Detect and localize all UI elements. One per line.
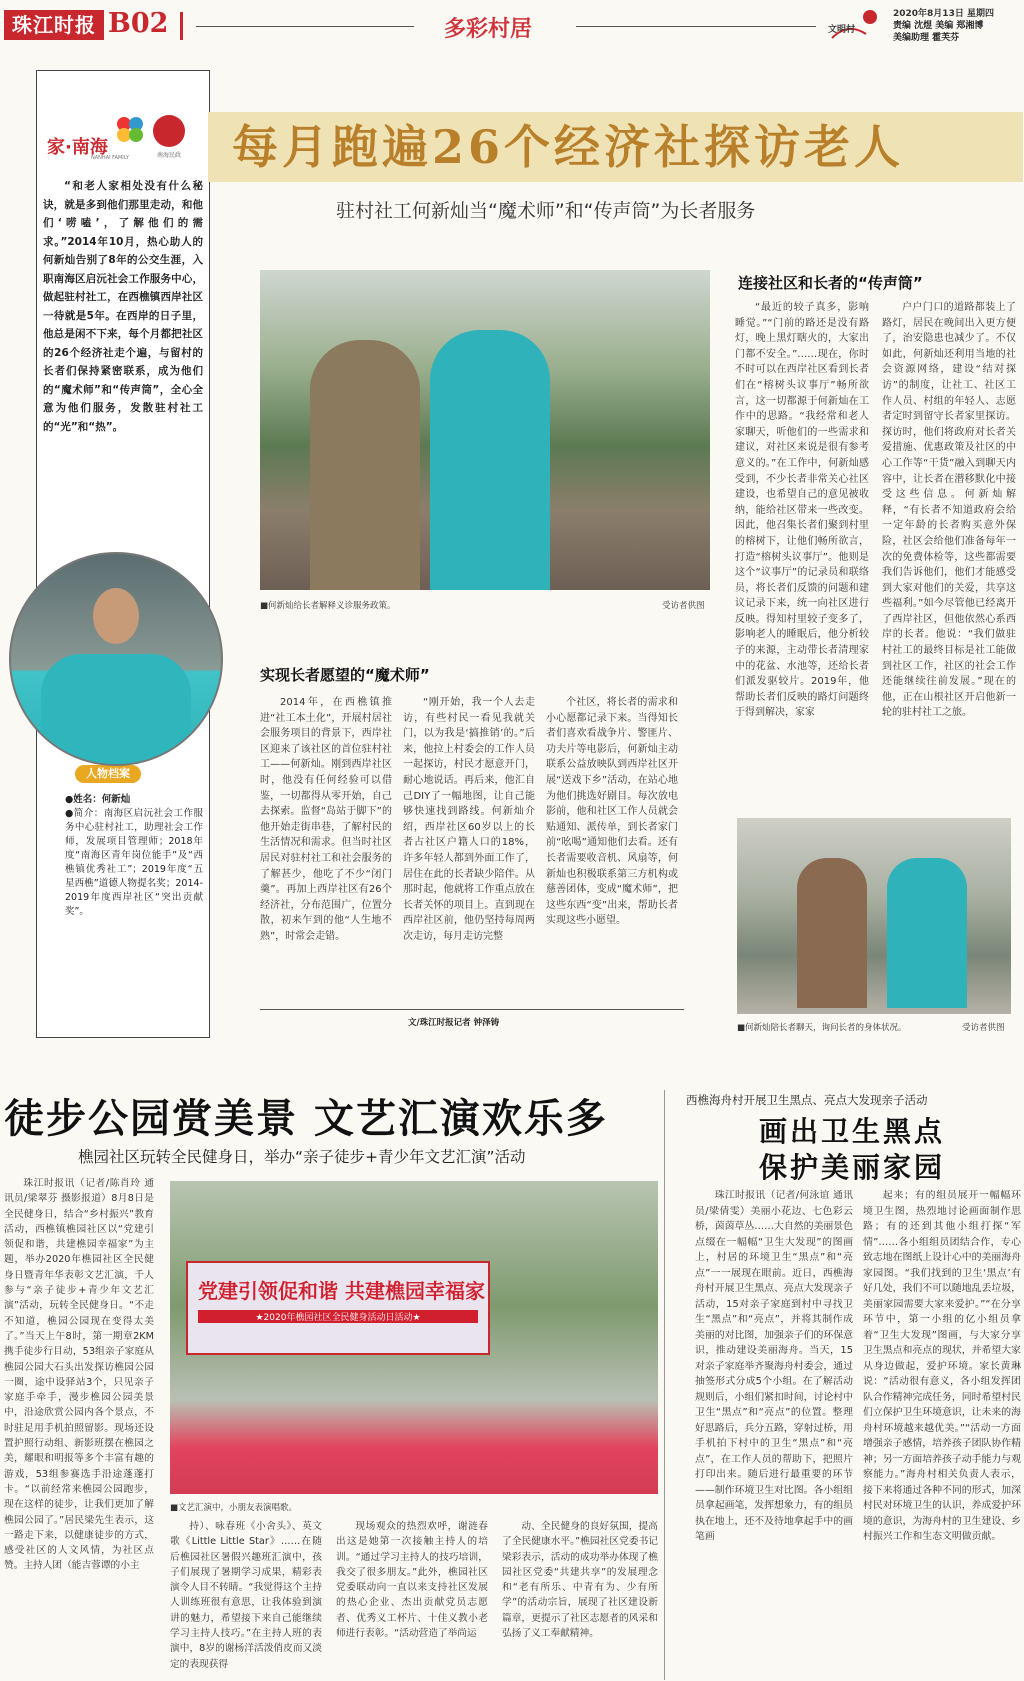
- sidebar-intro: [43, 177, 203, 473]
- issue-date: 2020年8月13日 星期四: [893, 9, 994, 19]
- story1-title: 每月跑遍26个经济社探访老人: [232, 120, 905, 174]
- profile-block: [65, 793, 203, 963]
- seal-caption: 南海民政: [156, 152, 181, 159]
- photo2-caption: ■何新灿陪长者聊天，询问长者的身体状况。: [737, 1023, 907, 1033]
- portrait-head: [93, 588, 139, 644]
- profile-title: 人物档案: [75, 765, 141, 783]
- story3-col1-text: 珠江时报讯（记者/何泳谊 通讯员/梁倩雯）美丽小花边、七色彩云桥，茵茵草丛……大自然的美丽景色点缀在一幅幅“卫生大发现”的图画上，村居的环境卫生“黑点”和“亮点”一一展现在眼前。近日，西樵海舟村开展卫生黑点、亮点大发现亲子活动，15对亲子家庭到村中寻找卫生“黑点”和“亮点”，并将其制作成美丽的对比图，加强亲子们的环保意识，推动建设美丽海舟。当天，15对亲子家庭举齐聚海舟村委会，通过抽签形式分成5个小组。在了解活动规则后，小组们紧扣时间，讨论村中卫生“黑点”和“亮点”的位置。整理好思路后，兵分五路，穿射过桥，用手机拍下村中的卫生“黑点”和“亮点”，在工作人员的帮助下，把照片打印出来。随后进行最重要的环节——制作环境卫生对比图。各小组组员拿起画笔，发挥想象力，有的组员执在地上，还不及待地拿起手中的画笔画: [695, 1190, 853, 1542]
- intro-text: “和老人家相处没有什么秘诀，就是多到他们那里走动，和他们‘唠嗑’，了解他们的需求。”2014年10月，热心助人的何新灿告别了8年的公交生涯，入职南海区启沅社会工作服务中心，做起驻村社工，在西樵镇西岸社区一待就是5年。在西岸的日子里，他总是闲不下来，每个月都把社区的26个经济社走个遍，与留村的长者们保持紧密联系，成为他们的“魔术师”和“传声筒”，全心全意为他们服务，发散驻村社工的“光”和“热”。: [43, 180, 203, 433]
- logo-subtext: NANHAI FAMILY: [91, 155, 129, 161]
- header-meta: [893, 8, 1023, 44]
- profile-name: ●姓名：何新灿: [65, 794, 131, 805]
- story1-bottom-rule: [260, 1009, 684, 1010]
- flower-logo-icon: [115, 115, 145, 143]
- story3-title-line2: 保护美丽家园: [759, 1151, 946, 1184]
- story2-col-mid2: [336, 1519, 488, 1677]
- section-title: 多彩村居: [444, 17, 533, 42]
- photo1-caption: ■何新灿给长者解释义诊服务政策。: [260, 601, 396, 611]
- story3-title-line1: 画出卫生黑点: [759, 1115, 946, 1148]
- story3-col2: [863, 1188, 1021, 1678]
- masthead: [4, 10, 104, 40]
- story2-col-left: [4, 1176, 154, 1676]
- story-divider: [664, 1090, 665, 1680]
- nanhai-logo: [47, 115, 157, 165]
- paper-name: 珠江时报: [12, 13, 96, 37]
- photo2-worker-figure: [887, 858, 967, 1008]
- section-a-col3-text: 个社区，将长者的需求和小心愿都记录下来。当得知长者们喜欢看战争片、警匪片、功夫片等电影后，何新灿主动联系公益放映队到西岸社区开展“送戏下乡”活动，在站心地为他们挑选好剧目。每次放电影前，他和社区工作人员就会贴通知、派传单，到长者家门前“吆喝”通知他们去看。还有长者需要收音机、风扇等，何新灿也积极联系第三方机构或慈善团体，变成“魔术师”，把这些东西“变”出来，帮助长者实现这些小愿望。: [546, 697, 678, 927]
- photo-worker-figure: [430, 330, 550, 590]
- story1-byline: 文/珠江时报记者 钟泽铸: [408, 1018, 500, 1028]
- story3-col2-text: 起来；有的组员展开一幅幅环境卫生图，热烈地讨论画面制作思路；有的还到其他小组打探“军情”……各小组组员团结合作，专心致志地在图纸上设计心中的美丽海舟家园图。“我们找到的卫生‘黑点’有好几处，我们不可以随地乱丢垃圾，美丽家园需要大家来爱护。”“在分享环节中，第一小组的亿小组员拿着“卫生大发现”图画，与大家分享卫生黑点和亮点的现状，并希望大家从身边做起，爱护环境。家长黄琳说：“活动很有意义，各小组发挥团队合作精神完成任务，同时希望村民们立保护卫生环境意识，让未来的海舟村环境越来越优美。”“活动一方面增强亲子感情，培养孩子团队协作精神；另一方面培养孩子动手能力与观察能力。”海舟村相关负责人表示，接下来将通过各种不同的形式，加深村民对环境卫生的认识，养成爱护环境的意识，为海舟村的卫生建设、乡村振兴工作和生态文明做贡献。: [863, 1190, 1021, 1542]
- story2-col-mid3-text: 动、全民健身的良好氛围，提高了全民健康水平。”樵园社区党委书记梁彩表示，活动的成功举办体现了樵园社区党委“共建共享”的发展理念和“老有所乐、中青有为、少有所学”的活动宗旨，展现了社区建设新篇章，更提示了社区志愿者的风采和弘扬了义工奉献精神。: [502, 1521, 658, 1640]
- photo2-elder-figure: [797, 858, 867, 1008]
- story2-col-mid3: [502, 1519, 658, 1677]
- story1-photo1: [260, 270, 710, 590]
- section-b-title: 连接社区和长者的“传声筒”: [738, 274, 923, 292]
- section-a-col1-text: 2014年，在西樵镇推进“社工本土化”，开展村居社会服务项目的背景下，西岸社区迎来了该社区的首位驻村社工——何新灿。刚到西岸社区时，他没有任何经验可以借鉴，一切都得从零开始，自己去探索。监督“岛站于脚下”的他开始走街串巷，了解村民的生活情况和需求。但当时社区居民对驻村社工和社会服务的了解甚少，他吃了不少“闭门羹”。再加上西岸社区有26个经济社，分布范围广，位置分散，初来乍到的他“人生地不熟”，时常会走错。: [260, 697, 392, 942]
- section-a-title: 实现长者愿望的“魔术师”: [260, 666, 430, 684]
- editor-credit: 责编 沈煜 美编 郑湘博: [893, 21, 984, 31]
- page-divider-bar: [180, 12, 183, 40]
- story1-photo2: [737, 818, 1011, 1014]
- story2-subtitle: 樵园社区玩转全民健身日，举办“亲子徒步+青少年文艺汇演”活动: [78, 1148, 526, 1166]
- story2-title: 徒步公园赏美景 文艺汇演欢乐多: [4, 1095, 608, 1142]
- story1-subtitle: 驻村社工何新灿当“魔术师”和“传声筒”为长者服务: [336, 200, 756, 222]
- profile-intro: ●简介：南海区启沅社会工作服务中心驻村社工，助理社会工作师，发展项目管理师；2018年度“南海区青年岗位能手”及“西樵镇优秀社工”；2019年度“五星西樵”道德人物提名奖；2014-2019年度西岸社区“突出贡献奖”。: [65, 808, 203, 917]
- corner-logo: [826, 8, 882, 42]
- logo-text: 家·南海: [47, 137, 108, 158]
- portrait-shirt: [41, 654, 191, 766]
- story3-col1: [695, 1188, 853, 1678]
- section-b-col2: [882, 300, 1016, 796]
- stage-banner: [186, 1261, 490, 1355]
- section-a-col3: [546, 695, 678, 989]
- seal-icon: [153, 115, 185, 147]
- corner-logo-text: 文明村: [828, 25, 856, 35]
- story2-col-mid2-text: 现场观众的热烈欢呼，谢涟春出这是她第一次接触主持人的培训。“通过学习主持人的技巧培训，我交了很多朋友。”此外，樵园社区党委联动向一直以来支持社区发展的热心企业、杰出贡献党员志愿者、优秀义工杯片、十佳义教小老师进行表彰。“活动营造了举尚运: [336, 1521, 488, 1640]
- section-a-col2: [403, 695, 535, 989]
- photo2-credit: 受访者供图: [962, 1023, 1005, 1033]
- portrait-photo: [9, 552, 223, 766]
- page-number: B02: [108, 8, 169, 39]
- story2-col-mid1-text: 持）、咏春班《小舍头》、英文歌《Little Little Star》……在随后樵园社区暑假兴趣班汇演中，孩子们展现了暑期学习成果，精彩表演令人目不转睛。“我觉得这个主持人训练班很有意思，让我体验到演讲的魅力，希望接下来自己能继续学习主持人技巧。”在主持人班的表演中，8岁的谢杨洋活泼俏皮而又淡定的表现获得: [170, 1521, 322, 1670]
- section-b-col1-text: “最近的较子真多，影响睡觉。”“门前的路还是没有路灯，晚上黑灯瞎火的，大家出门都不安全。”……现在，你时不时可以在西岸社区看到长者们在“榕树头议事厅”畅所欲言，这一切都源于何新灿在工作中的思路。“我经常和老人家聊天，听他们的一些需求和建议，对社区来说是很有参考意义的。”在工作中，何新灿感受到，不少长者非常关心社区建设，也希望自己的意见被收纳，能给社区带来一些改变。因此，他召集长者们聚到村里的榕树下，让他们畅所欲言，打造“榕树头议事厅”。他则是这个“议事厅”的记录员和联络员，将长者们反馈的问题和建议记录下来，统一向社区进行反映。得知村里较子变多了，影响老人的睡眠后，他分析较子的来源，主动带长者清理家中的花盆、水池等，还给长者们派发驱较片。2019年，他帮助长者们反映的路灯问题终于得到解决，家家: [735, 302, 869, 719]
- section-a-col2-text: “刚开始，我一个人去走访，有些村民一看见我就关门，以为我是‘搞推销’的。”后来，他拉上村委会的工作人员一起探访，村民才愿意开门，耐心地说话。再后来，他汇自己DIY了一幅地图，让自己能够快速找到路线。何新灿介绍，西岸社区60岁以上的长者占社区户籍人口的18%，许多年轻人都到外面工作了，居住在此的长者缺少陪伴。从那时起，他就将工作重点放在长者关怀的项目上。直到现在西岸社区前，他仍坚持每周两次走访，每月走访完整: [403, 697, 535, 942]
- photo-elder-figure: [310, 340, 420, 590]
- header-line-left: [196, 26, 414, 27]
- photo1-credit: 受访者供图: [662, 601, 705, 611]
- section-a-col1: [260, 695, 392, 989]
- section-b-col2-text: 户户门口的道路都装上了路灯，居民在晚间出入更方便了，治安隐患也减少了。不仅如此，何新灿还利用当地的社会资源网络，建设“结对探访”的制度，让社工、社区工作人员、村组的年轻人、志愿者定时到留守长者家里探访。探访时，他们将政府对长者关爱措施、优惠政策及社区的中心工作等“干货”融入到聊天内容中，让长者在潜移默化中接受这些信息。何新灿解释，“有长者不知道政府会给一定年龄的长者购买意外保险，社区会给他们准备每年一次的免费体检等，这些都需要我们告诉他们，他们才能感受到大家对他们的关爱，共享这些福利。”如今尽管他已经离开了西岸社区，但他依然心系西岸的长者。他说：“我们做驻村社工的最终目标是社工能做到社区工作，社区的社会工作还能继续往前发展。”现在的他，正在山根社区开启他新一轮的驻村社工之旅。: [882, 302, 1016, 719]
- section-b-col1: [735, 300, 869, 796]
- story3-kicker: 西樵海舟村开展卫生黑点、亮点大发现亲子活动: [686, 1093, 928, 1107]
- story2-photo: [170, 1181, 658, 1494]
- banner-subtext: ★2020年樵园社区全民健身活动日活动★: [198, 1310, 478, 1323]
- story2-col-mid1: [170, 1519, 322, 1677]
- banner-text: 党建引领促和谐 共建樵园幸福家: [198, 1279, 485, 1303]
- civil-affairs-seal: [149, 115, 189, 165]
- story2-photo-caption: ■文艺汇演中，小朋友表演唱歌。: [170, 1503, 298, 1513]
- assistant-credit: 美编助理 霍芙芬: [893, 33, 960, 43]
- header-line-right: [576, 26, 816, 27]
- story2-col-left-text: 珠江时报讯（记者/陈肖玲 通讯员/梁翠芬 摄影报道）8月8日是全民健身日，结合“乡村振兴”教育活动，西樵镇樵园社区以“党建引领促和谐，共建樵园幸福家”为主题，举办2020年樵园社区全民健身日暨青年华表彰文艺汇演，千人参与“亲子徒步+青少年文艺汇演”活动，玩转全民健身日。“不走不知道，樵园公园现在变得太美了。”当天上午8时，第一期章2KM携手徒步行目动，53组亲子家庭从樵园公园大石头出发探访樵园公园一圈，途中设驿站3个，只见亲子家庭手牵手，漫步樵园公园美景中，沿途欣赏公园内各个景点，不时驻足用手机拍照留影。现场还设置护照行动组、新影班摆在樵园之美，耀眼和明报等多个丰富有趣的游戏，53组参赛选手沿途蓬蓬打卡。“以前经常来樵园公园跑步，现在这样的徒步，让我们更加了解樵园公园了。”居民梁先生表示，这一路走下来，以健康徒步的方式，感受社区的人文风情，为社区点赞。主持人团（能吉蓉谭的小主: [4, 1178, 154, 1572]
